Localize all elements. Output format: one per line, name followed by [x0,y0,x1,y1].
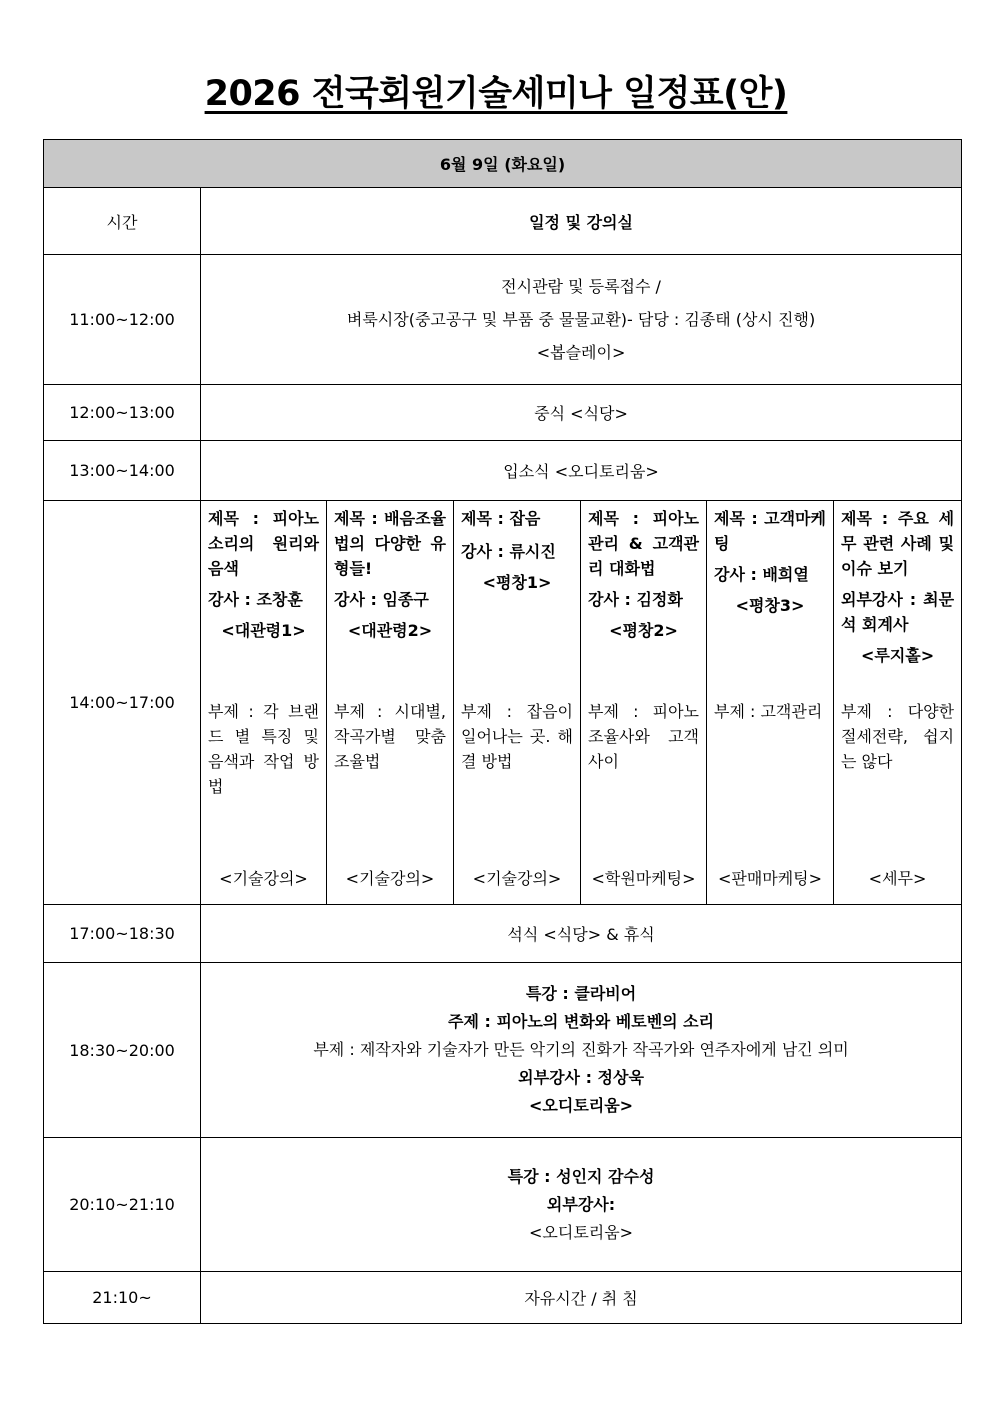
lecture-title: 제목 : 잡음 [461,509,541,528]
time-column-header: 시간 [44,188,201,255]
schedule-row [44,1272,962,1324]
schedule-column-header: 일정 및 강의실 [201,188,962,255]
page-title: 2026 전국회원기술세미나 일정표(안) [204,74,788,114]
lecture-title: 제목 : 피아노 관리 & 고객관리 대화법 [588,509,699,578]
special-lecture-title: 특강 : 클라비어 [525,984,637,1003]
lecture-speaker: 강사 : 배희열 [714,565,809,584]
lecture-room: <평창2> [609,621,678,640]
date-header: 6월 9일 (화요일) [44,140,962,188]
schedule-row [44,385,962,441]
lecture-cell [201,501,327,905]
schedule-row [44,963,962,1138]
schedule-row [44,441,962,501]
lecture-category: <세무> [868,869,927,888]
special-lecture-subtitle: 부제 : 제작자와 기술자가 만든 악기의 진화가 작곡가와 연주자에게 남긴 의미 [313,1040,849,1059]
lecture-subtitle: 부제 : 다양한 절세전략, 쉽지는 않다 [841,702,955,771]
lecture-room: <평창3> [735,596,805,615]
lecture-subtitle: 부제 : 시대별, 작곡가별 맞춤 조율법 [334,702,446,771]
special-lecture-speaker: 외부강사: [546,1194,616,1214]
lecture-title: 제목 : 주요 세무 관련 사례 및 이슈 보기 [841,509,955,578]
special-lecture-title: 특강 : 성인지 감수성 [507,1166,655,1186]
event-location: <봅슬레이> [536,343,626,362]
schedule-table [43,139,962,1324]
lecture-row [44,501,962,905]
event-line: 벼룩시장(중고공구 및 부품 중 물물교환)- 담당 : 김종태 (상시 진행) [346,310,816,329]
time-cell: 13:00~14:00 [44,441,201,501]
lecture-room: <평창1> [482,573,552,592]
lecture-cell [581,501,707,905]
lecture-cell [834,501,962,905]
lecture-category: <기술강의> [472,869,562,888]
time-cell: 12:00~13:00 [44,385,201,441]
lecture-subtitle: 부제 : 잡음이 일어나는 곳. 해결 방법 [461,702,573,771]
event-cell [201,255,962,385]
event-cell: 입소식 <오디토리움> [201,441,962,501]
lecture-cell [707,501,834,905]
lecture-speaker: 외부강사 : 최문석 회계사 [841,590,955,634]
event-cell: 자유시간 / 취 침 [201,1272,962,1324]
lecture-subtitle: 부제 : 피아노 조율사와 고객사이 [588,702,699,771]
lecture-subtitle: 부제 : 고객관리 [714,702,823,721]
lecture-room: <대관령1> [221,621,306,640]
lecture-category: <판매마케팅> [717,869,823,888]
event-cell [201,963,962,1138]
special-lecture-location: <오디토리움> [529,1222,634,1242]
schedule-row [44,905,962,963]
time-cell: 17:00~18:30 [44,905,201,963]
lecture-cell [454,501,581,905]
special-lecture-theme: 주제 : 피아노의 변화와 베토벤의 소리 [448,1012,715,1031]
lecture-speaker: 강사 : 류시진 [461,542,556,561]
lecture-title: 제목 : 피아노 소리의 원리와 음색 [208,509,319,578]
special-lecture-location: <오디토리움> [529,1096,634,1115]
lecture-title: 제목 : 배음조율법의 다양한 유형들! [334,509,446,578]
lecture-cell [327,501,454,905]
time-cell: 21:10~ [44,1272,201,1324]
lecture-speaker: 강사 : 임종구 [334,590,429,609]
lecture-category: <기술강의> [219,869,308,888]
lecture-speaker: 강사 : 김정화 [588,590,683,609]
time-cell: 14:00~17:00 [44,501,201,905]
time-cell: 20:10~21:10 [44,1138,201,1272]
lecture-title: 제목 : 고객마케팅 [714,509,826,553]
event-line: 전시관람 및 등록접수 / [501,277,661,296]
lecture-room: <대관령2> [347,621,433,640]
event-cell: 석식 <식당> & 휴식 [201,905,962,963]
event-cell: 중식 <식당> [201,385,962,441]
time-cell: 11:00~12:00 [44,255,201,385]
time-cell: 18:30~20:00 [44,963,201,1138]
event-cell [201,1138,962,1272]
special-lecture-speaker: 외부강사 : 정상욱 [518,1068,644,1087]
lecture-subtitle: 부제 : 각 브랜드 별 특징 및 음색과 작업 방법 [208,702,319,796]
lecture-category: <학원마케팅> [591,869,696,888]
schedule-row [44,255,962,385]
schedule-row [44,1138,962,1272]
lecture-speaker: 강사 : 조창훈 [208,590,303,609]
lecture-category: <기술강의> [345,869,435,888]
lecture-room: <루지홀> [860,646,935,665]
